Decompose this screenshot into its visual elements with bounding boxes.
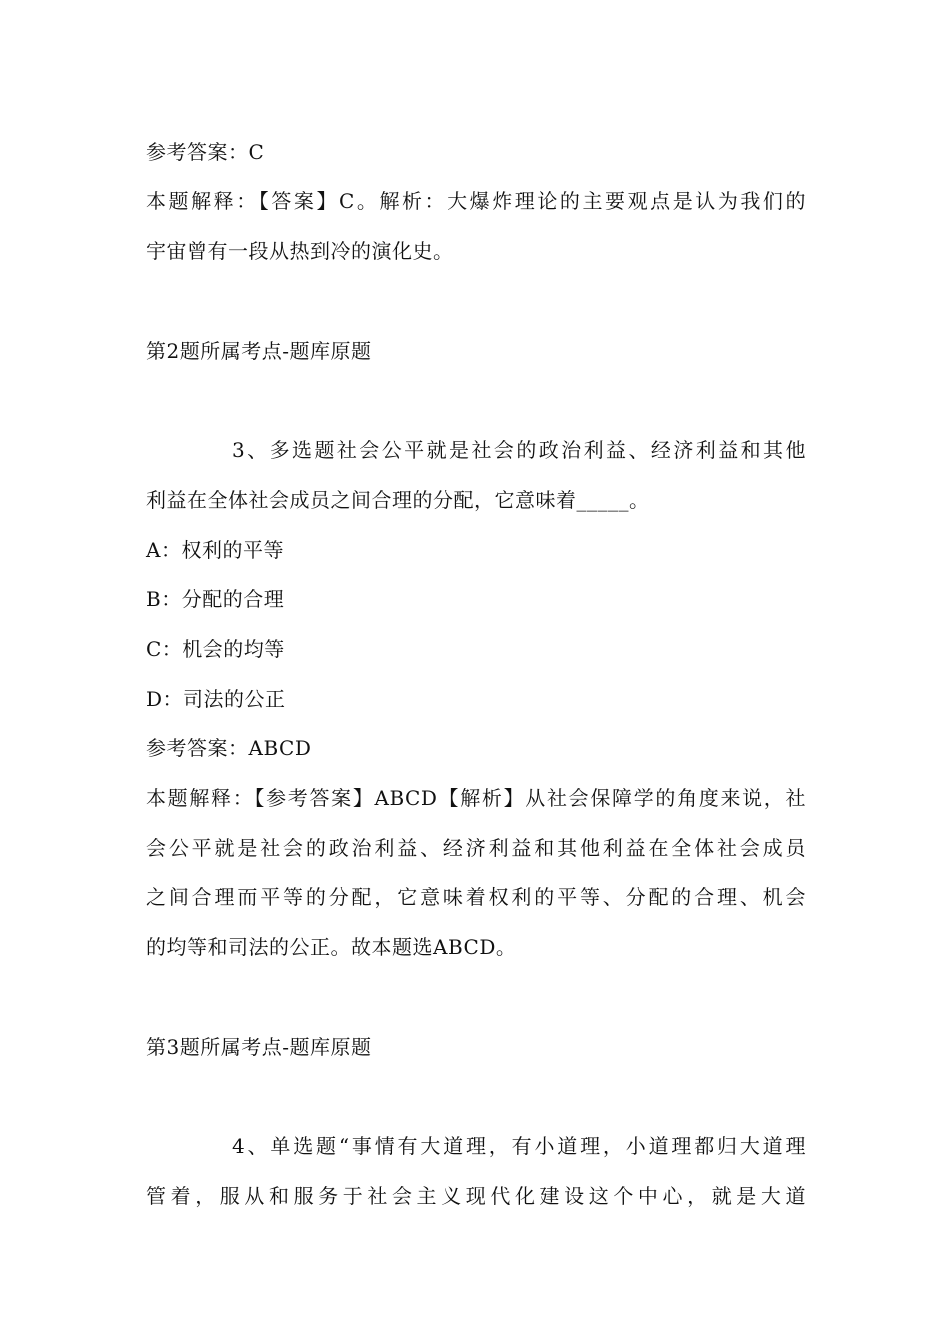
q3-explanation-line-2: 会公平就是社会的政治利益、经济利益和其他利益在全体社会成员 bbox=[146, 836, 806, 860]
q3-stem-line-1: 3、多选题社会公平就是社会的政治利益、经济利益和其他 bbox=[232, 438, 806, 462]
q3-answer: 参考答案：ABCD bbox=[146, 736, 312, 760]
q2-explanation-line-1: 本题解释：【答案】C。解析：大爆炸理论的主要观点是认为我们的 bbox=[146, 189, 806, 213]
q3-explanation-line-1: 本题解释：【参考答案】ABCD【解析】从社会保障学的角度来说，社 bbox=[146, 786, 806, 810]
q4-stem-line-1: 4、单选题“事情有大道理，有小道理，小道理都归大道理 bbox=[232, 1134, 806, 1158]
q3-option-b: B：分配的合理 bbox=[146, 587, 285, 611]
q2-answer: 参考答案：C bbox=[146, 140, 265, 164]
q3-topic-heading: 第3题所属考点-题库原题 bbox=[146, 1035, 372, 1059]
q4-stem-line-2: 管着，服从和服务于社会主义现代化建设这个中心，就是大道 bbox=[146, 1184, 806, 1208]
q3-stem-line-2: 利益在全体社会成员之间合理的分配，它意味着_____。 bbox=[146, 488, 650, 512]
q2-explanation-line-2: 宇宙曾有一段从热到冷的演化史。 bbox=[146, 239, 454, 263]
q3-option-a: A：权利的平等 bbox=[146, 538, 284, 562]
q3-option-c: C：机会的均等 bbox=[146, 637, 285, 661]
q3-option-d: D：司法的公正 bbox=[146, 687, 286, 711]
q3-explanation-line-3: 之间合理而平等的分配，它意味着权利的平等、分配的合理、机会 bbox=[146, 885, 806, 909]
q2-topic-heading: 第2题所属考点-题库原题 bbox=[146, 339, 372, 363]
q3-explanation-line-4: 的均等和司法的公正。故本题选ABCD。 bbox=[146, 935, 517, 959]
